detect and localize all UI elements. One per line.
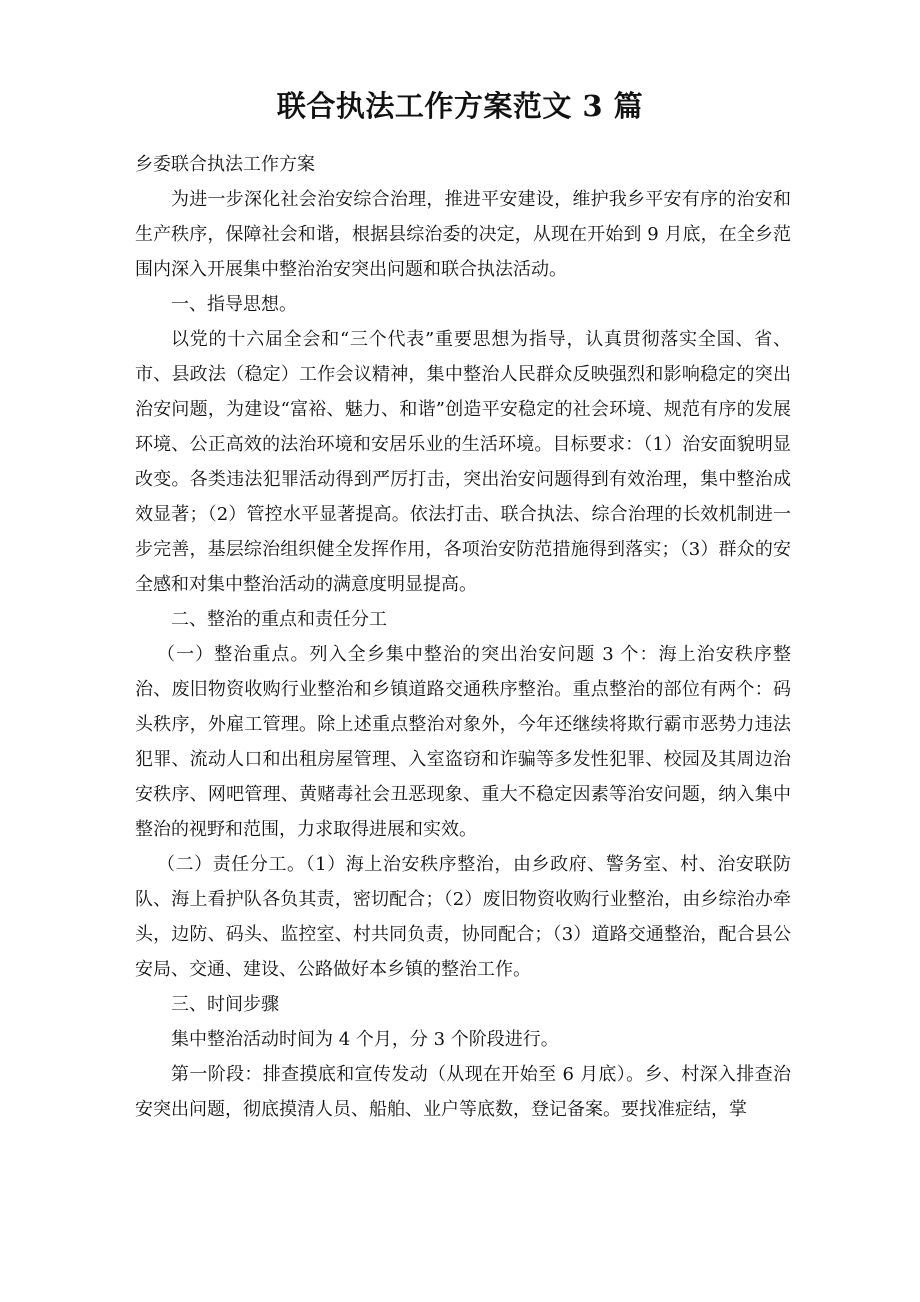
document-body	[135, 147, 791, 1127]
responsibility-paragraph: （二）责任分工。（1）海上治安秩序整治，由乡政府、警务室、村、治安联防队、海上看护队各负其责，密切配合；（2）废旧物资收购行业整治，由乡综治办牵头，边防、码头、监控室、村共同负责，协同配合；（3）道路交通整治，配合县公安局、交通、建设、公路做好本乡镇的整治工作。	[135, 854, 791, 980]
heading-guiding-thought: 一、指导思想。	[171, 294, 297, 315]
phase-one-paragraph: 第一阶段：排查摸底和宣传发动（从现在开始至 6 月底）。乡、村深入排查治 安突出问题，彻底摸清人员、船舶、业户等底数，登记备案。要找准症结，掌	[135, 1064, 791, 1120]
time-steps-paragraph: 集中整治活动时间为 4 个月，分 3 个阶段进行。	[171, 1029, 559, 1050]
guiding-thought-paragraph: 以党的十六届全会和“三个代表”重要思想为指导，认真贯彻落实全国、省、市、县政法（稳定）工作会议精神，集中整治人民群众反映强烈和影响稳定的突出治安问题，为建设“富裕、魅力、和谐”创造平安稳定的社会环境、规范有序的发展环境、公正高效的法治环境和安居乐业的生活环境。目标要求：（1）治安面貌明显改变。各类违法犯罪活动得到严厉打击，突出治安问题得到有效治理，集中整治成效显著；（2）管控水平显著提高。依法打击、联合执法、综合治理的长效机制进一步完善，基层综治组织健全发挥作用，各项治安防范措施得到落实；（3）群众的安全感和对集中整治活动的满意度明显提高。	[135, 329, 791, 595]
section-subtitle: 乡委联合执法工作方案	[135, 154, 315, 175]
document-title: 联合执法工作方案范文 3 篇	[276, 89, 644, 123]
heading-focus-and-responsibility: 二、整治的重点和责任分工	[171, 609, 387, 630]
focus-paragraph: （一）整治重点。列入全乡集中整治的突出治安问题 3 个：海上治安秩序整治、废旧物资收购行业整治和乡镇道路交通秩序整治。重点整治的部位有两个：码头秩序，外雇工管理。除上述重点整治对象外，今年还继续将欺行霸市恶势力违法犯罪、流动人口和出租房屋管理、入室盗窃和诈骗等多发性犯罪、校园及其周边治安秩序、网吧管理、黄赌毒社会丑恶现象、重大不稳定因素等治安问题，纳入集中整治的视野和范围，力求取得进展和实效。	[135, 644, 791, 840]
intro-paragraph: 为进一步深化社会治安综合治理，推进平安建设，维护我乡平安有序的治安和生产秩序，保障社会和谐，根据县综治委的决定，从现在开始到 9 月底，在全乡范围内深入开展集中整治治安突出问题和联合执法活动。	[135, 189, 791, 280]
heading-time-steps: 三、时间步骤	[171, 994, 279, 1015]
